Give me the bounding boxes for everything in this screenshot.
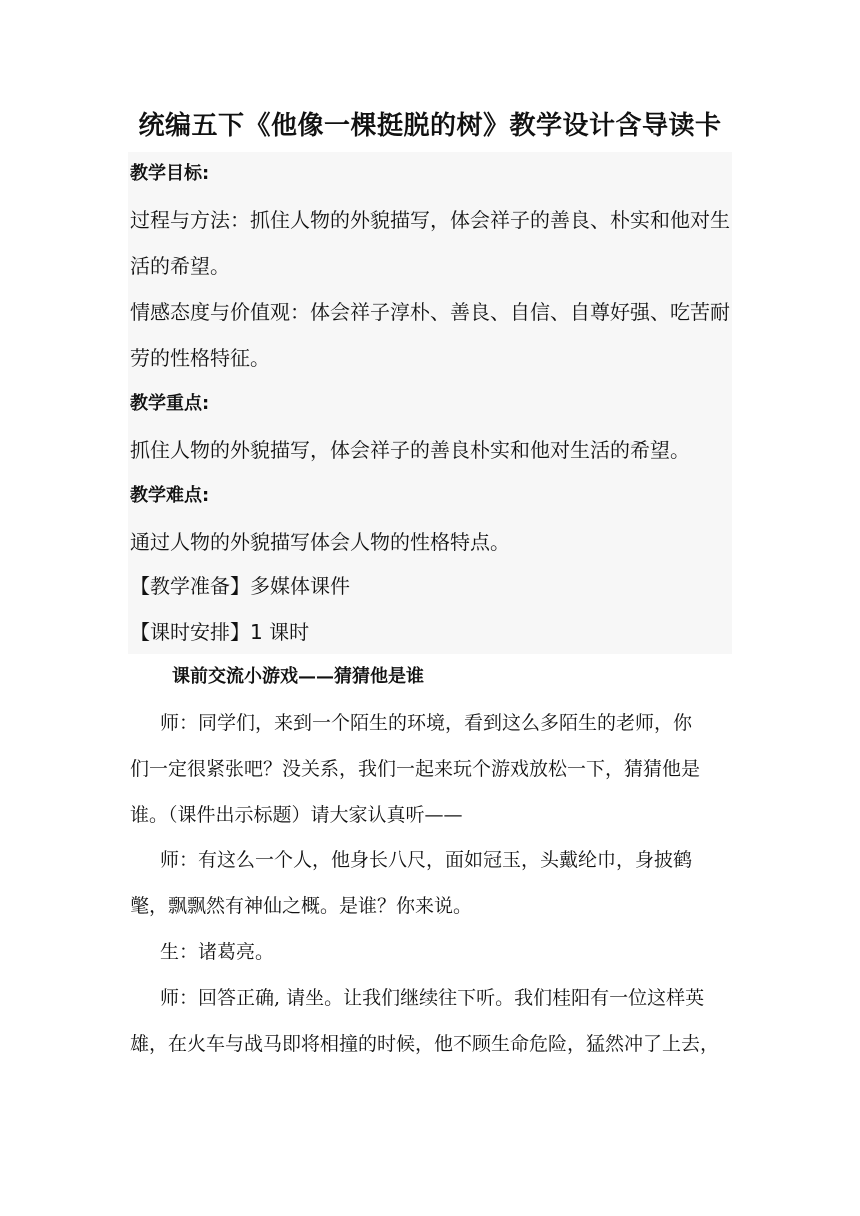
goals-process-line-1: 过程与方法：抓住人物的外貌描写，体会祥子的善良、朴实和他对生 — [130, 208, 730, 232]
difficulty-text: 通过人物的外貌描写体会人物的性格特点。 — [130, 530, 510, 554]
dialogue-p1-line-3: 谁。（课件出示标题）请大家认真听—— — [130, 804, 463, 826]
preparation-line: 【教学准备】多媒体课件 — [130, 574, 350, 598]
key-point-heading: 教学重点: — [130, 393, 210, 414]
dialogue-p3-line-1: 生：诸葛亮。 — [160, 941, 275, 963]
dialogue-p1-line-1: 师：同学们，来到一个陌生的环境，看到这么多陌生的老师，你 — [160, 712, 693, 734]
document-title: 统编五下《他像一棵挺脱的树》教学设计含导读卡 — [138, 111, 722, 141]
dialogue-p4-line-2: 雄，在火车与战马即将相撞的时候，他不顾生命危险，猛然冲了上去， — [130, 1033, 720, 1055]
goals-emotion-line-2: 劳的性格特征。 — [130, 346, 270, 370]
dialogue-p2-line-1: 师：有这么一个人，他身长八尺，面如冠玉，头戴纶巾，身披鹤 — [160, 849, 693, 871]
dialogue-p4-line-1: 师：回答正确, 请坐。让我们继续往下听。我们桂阳有一位这样英 — [160, 987, 705, 1009]
goals-heading: 教学目标: — [130, 163, 210, 184]
section-heading: 课前交流小游戏——猜猜他是谁 — [172, 666, 424, 687]
difficulty-heading: 教学难点: — [130, 485, 210, 506]
dialogue-p2-line-2: 氅，飘飘然有神仙之概。是谁？你来说。 — [130, 895, 473, 917]
schedule-line: 【课时安排】1 课时 — [130, 620, 310, 644]
dialogue-p1-line-2: 们一定很紧张吧？没关系，我们一起来玩个游戏放松一下，猜猜他是 — [130, 758, 701, 780]
key-point-text: 抓住人物的外貌描写，体会祥子的善良朴实和他对生活的希望。 — [130, 438, 690, 462]
goals-process-line-2: 活的希望。 — [130, 254, 230, 278]
goals-emotion-line-1: 情感态度与价值观：体会祥子淳朴、善良、自信、自尊好强、吃苦耐 — [130, 300, 730, 324]
